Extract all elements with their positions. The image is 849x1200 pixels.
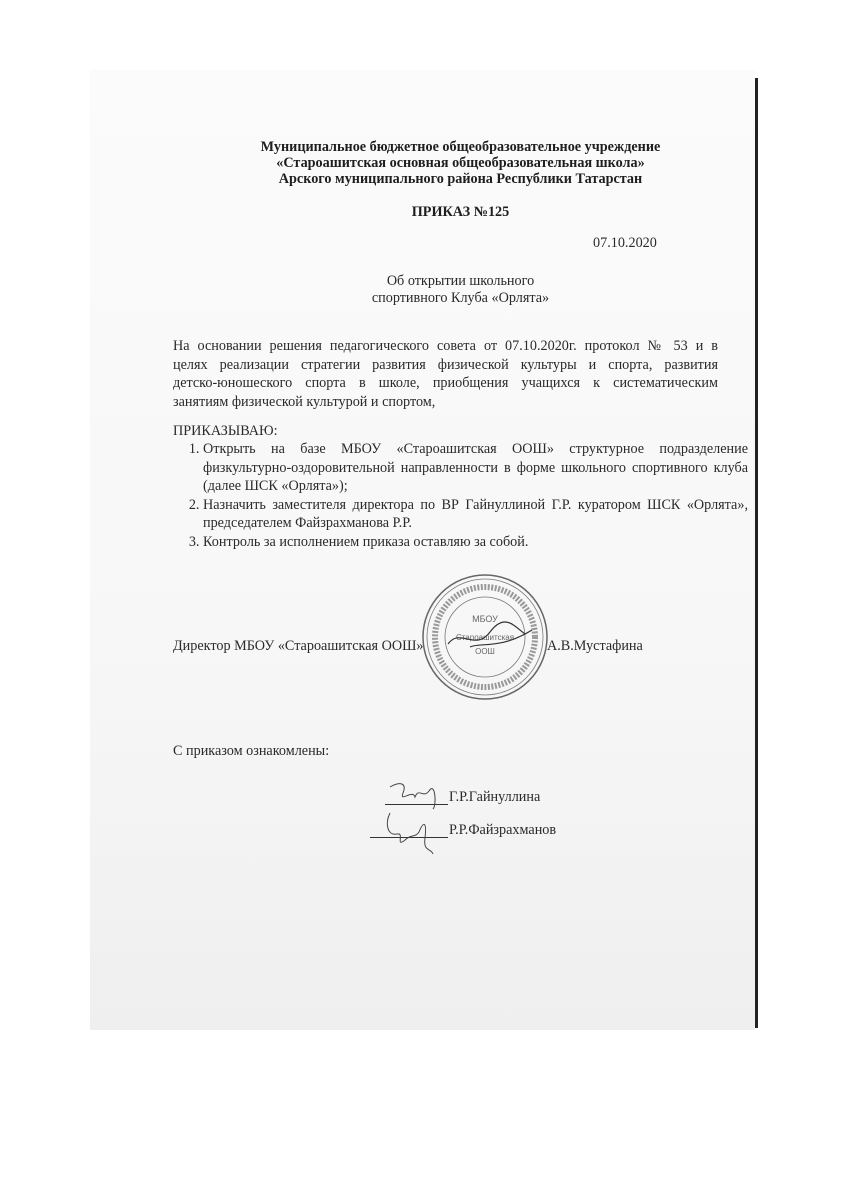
preamble — [173, 337, 718, 411]
order-item: 2. Назначить заместителя директора по ВР Гайнуллиной Г.Р. куратором ШСК «Орлята», председателем Файзрахманова Р.Р. — [203, 496, 748, 533]
order-item: 3. Контроль за исполнением приказа оставляю за собой. — [203, 533, 748, 552]
director-position: Директор МБОУ «Староашитская ООШ» — [173, 638, 424, 654]
order-word: ПРИКАЗЫВАЮ: — [173, 423, 278, 439]
handwritten-signature — [385, 775, 445, 810]
preamble-line: занятиям физической культурой и спортом, — [173, 393, 436, 410]
acknowledged-name: Р.Р.Файзрахманов — [449, 822, 557, 838]
svg-text:ООШ: ООШ — [475, 647, 495, 656]
org-name-line1: Муниципальное бюджетное общеобразовательное учреждение — [260, 139, 661, 155]
preamble-line: На основании решения педагогического совета от 07.10.2020г. протокол № 53 и в — [173, 338, 718, 354]
org-name-line3: Арского муниципального района Республики Татарстан — [278, 171, 643, 187]
acknowledged-label: С приказом ознакомлены: — [173, 743, 330, 759]
preamble-line: детско-юношеского спорта в школе, приобщения учащихся к систематическим — [173, 375, 718, 392]
director-name: А.В.Мустафина — [547, 638, 643, 654]
subject-line2: спортивного Клуба «Орлята» — [371, 290, 550, 306]
org-name-line2: «Староашитская основная общеобразовательная школа» — [276, 155, 645, 171]
order-items — [173, 440, 748, 552]
svg-text:МБОУ: МБОУ — [472, 614, 498, 624]
order-date: 07.10.2020 — [593, 235, 657, 251]
order-title: ПРИКАЗ №125 — [411, 204, 510, 220]
official-stamp — [420, 572, 550, 702]
handwritten-signature — [375, 808, 445, 858]
subject-line1: Об открытии школьного — [386, 273, 535, 289]
scan-edge — [755, 78, 758, 1028]
acknowledged-name: Г.Р.Гайнуллина — [449, 789, 541, 805]
svg-text:Староашитская: Староашитская — [455, 633, 515, 642]
order-item: 1. Открыть на базе МБОУ «Староашитская ООШ» структурное подразделение физкультурно-оздоровительной направленности в форме школьного спортивного клуба (далее ШСК «Орлята»); — [203, 440, 748, 496]
preamble-line: целях реализации стратегии развития физической культуры и спорта, развития — [173, 356, 718, 373]
